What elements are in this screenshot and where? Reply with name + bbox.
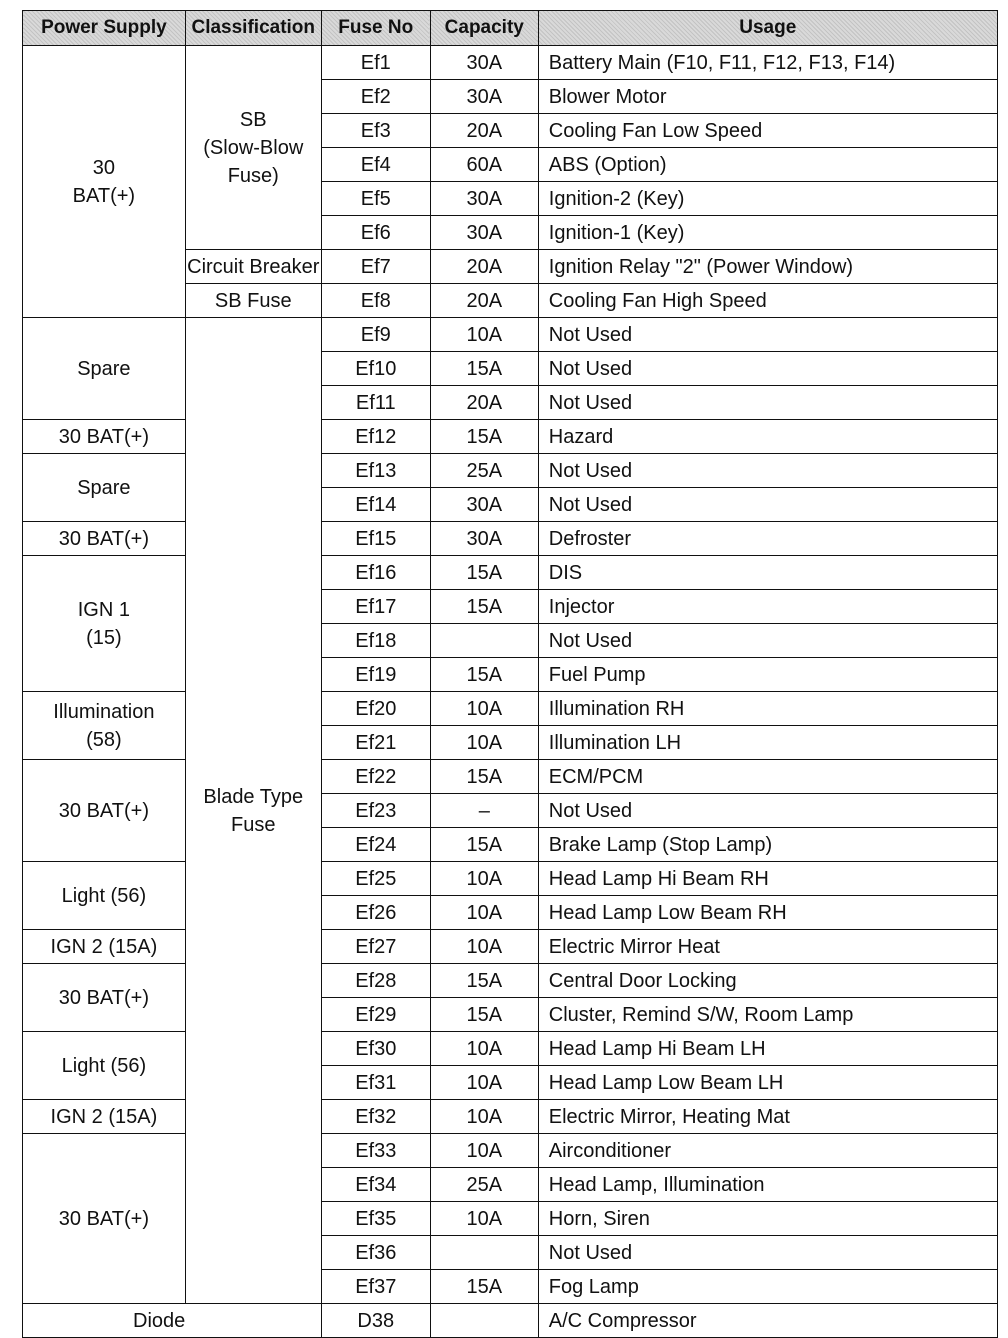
- fuse-number: Ef27: [321, 930, 430, 964]
- fuse-number: Ef31: [321, 1066, 430, 1100]
- fuse-number: Ef14: [321, 488, 430, 522]
- fuse-capacity: 10A: [430, 726, 538, 760]
- fuse-number: Ef33: [321, 1134, 430, 1168]
- fuse-number: Ef37: [321, 1270, 430, 1304]
- fuse-number: Ef32: [321, 1100, 430, 1134]
- fuse-usage: Cooling Fan High Speed: [538, 284, 997, 318]
- fuse-capacity: 15A: [430, 1270, 538, 1304]
- power-supply-30-bat-top: [23, 46, 186, 318]
- classification-sb-fuse: SB Fuse: [185, 284, 321, 318]
- classification-label: (Slow-Blow: [203, 136, 304, 159]
- fuse-usage-table: [22, 10, 998, 1338]
- fuse-capacity: 30A: [430, 46, 538, 80]
- fuse-usage: Cluster, Remind S/W, Room Lamp: [538, 998, 997, 1032]
- fuse-number: Ef6: [321, 216, 430, 250]
- power-supply-ign1: [23, 556, 186, 692]
- table-row: [23, 420, 998, 454]
- fuse-capacity: 15A: [430, 828, 538, 862]
- fuse-usage: Battery Main (F10, F11, F12, F13, F14): [538, 46, 997, 80]
- table-row: [23, 1134, 998, 1168]
- power-supply-light: Light (56): [23, 862, 186, 930]
- fuse-number: Ef25: [321, 862, 430, 896]
- fuse-capacity: 15A: [430, 556, 538, 590]
- fuse-capacity: 60A: [430, 148, 538, 182]
- header-power-supply: Power Supply: [23, 11, 186, 46]
- fuse-usage: Not Used: [538, 488, 997, 522]
- fuse-usage: Blower Motor: [538, 80, 997, 114]
- fuse-usage: ABS (Option): [538, 148, 997, 182]
- classification-slow-blow: [185, 46, 321, 250]
- fuse-capacity: 10A: [430, 1066, 538, 1100]
- fuse-usage: Illumination LH: [538, 726, 997, 760]
- fuse-usage: Head Lamp Hi Beam RH: [538, 862, 997, 896]
- header-classification: Classification: [185, 11, 321, 46]
- classification-label: Fuse): [227, 164, 279, 187]
- fuse-capacity: 25A: [430, 454, 538, 488]
- fuse-number: Ef15: [321, 522, 430, 556]
- fuse-usage: Airconditioner: [538, 1134, 997, 1168]
- fuse-number: Ef5: [321, 182, 430, 216]
- power-supply-spare: Spare: [23, 454, 186, 522]
- table-row: [23, 454, 998, 488]
- power-supply-30-bat: 30 BAT(+): [23, 420, 186, 454]
- fuse-capacity: 15A: [430, 998, 538, 1032]
- fuse-number: Ef22: [321, 760, 430, 794]
- fuse-number: Ef28: [321, 964, 430, 998]
- fuse-capacity: –: [430, 794, 538, 828]
- table-row: [23, 556, 998, 590]
- fuse-number: Ef19: [321, 658, 430, 692]
- fuse-usage: Hazard: [538, 420, 997, 454]
- fuse-number: Ef2: [321, 80, 430, 114]
- fuse-usage: Head Lamp Hi Beam LH: [538, 1032, 997, 1066]
- classification-diode-empty: [185, 1304, 321, 1338]
- fuse-usage: Head Lamp Low Beam RH: [538, 896, 997, 930]
- classification-label: SB: [239, 108, 267, 131]
- fuse-capacity: 15A: [430, 420, 538, 454]
- header-usage: Usage: [538, 11, 997, 46]
- fuse-usage: Electric Mirror, Heating Mat: [538, 1100, 997, 1134]
- fuse-capacity: 15A: [430, 352, 538, 386]
- fuse-capacity: 20A: [430, 250, 538, 284]
- fuse-number: Ef17: [321, 590, 430, 624]
- power-supply-label: BAT(+): [72, 184, 136, 207]
- fuse-number: Ef7: [321, 250, 430, 284]
- fuse-usage: Not Used: [538, 318, 997, 352]
- fuse-capacity: 10A: [430, 1134, 538, 1168]
- fuse-capacity: [430, 1236, 538, 1270]
- fuse-usage: ECM/PCM: [538, 760, 997, 794]
- fuse-capacity: [430, 1304, 538, 1338]
- fuse-number: Ef34: [321, 1168, 430, 1202]
- fuse-capacity: 30A: [430, 80, 538, 114]
- classification-circuit-breaker: Circuit Breaker: [185, 250, 321, 284]
- fuse-usage: Ignition-2 (Key): [538, 182, 997, 216]
- fuse-capacity: 15A: [430, 590, 538, 624]
- power-supply-label: IGN 1: [77, 598, 130, 621]
- fuse-usage: Head Lamp Low Beam LH: [538, 1066, 997, 1100]
- fuse-number: Ef35: [321, 1202, 430, 1236]
- power-supply-ign2: IGN 2 (15A): [23, 930, 186, 964]
- fuse-capacity: 10A: [430, 692, 538, 726]
- fuse-number: Ef21: [321, 726, 430, 760]
- power-supply-illumination: [23, 692, 186, 760]
- fuse-usage: Electric Mirror Heat: [538, 930, 997, 964]
- power-supply-30-bat: 30 BAT(+): [23, 522, 186, 556]
- fuse-usage: Not Used: [538, 454, 997, 488]
- power-supply-label: Illumination: [53, 700, 155, 723]
- fuse-usage: Fog Lamp: [538, 1270, 997, 1304]
- fuse-number: Ef8: [321, 284, 430, 318]
- fuse-usage: Head Lamp, Illumination: [538, 1168, 997, 1202]
- classification-blade-type: [185, 318, 321, 1304]
- fuse-number: Ef26: [321, 896, 430, 930]
- fuse-usage: Not Used: [538, 1236, 997, 1270]
- fuse-capacity: 10A: [430, 1032, 538, 1066]
- fuse-capacity: 10A: [430, 896, 538, 930]
- fuse-number: Ef20: [321, 692, 430, 726]
- table-row: [23, 46, 998, 80]
- table-row: [23, 862, 998, 896]
- fuse-capacity: 20A: [430, 284, 538, 318]
- fuse-usage: Brake Lamp (Stop Lamp): [538, 828, 997, 862]
- fuse-number: Ef11: [321, 386, 430, 420]
- fuse-capacity: 10A: [430, 1100, 538, 1134]
- fuse-capacity: 15A: [430, 964, 538, 998]
- fuse-usage: Injector: [538, 590, 997, 624]
- power-supply-label: (58): [86, 728, 122, 751]
- fuse-number: Ef9: [321, 318, 430, 352]
- fuse-number: Ef30: [321, 1032, 430, 1066]
- table-row: [23, 318, 998, 352]
- fuse-number: Ef23: [321, 794, 430, 828]
- power-supply-ign2: IGN 2 (15A): [23, 1100, 186, 1134]
- power-supply-diode: Diode: [23, 1304, 186, 1338]
- table-row: [23, 930, 998, 964]
- fuse-usage: Not Used: [538, 386, 997, 420]
- fuse-usage: Horn, Siren: [538, 1202, 997, 1236]
- fuse-usage: DIS: [538, 556, 997, 590]
- fuse-usage: Not Used: [538, 352, 997, 386]
- power-supply-label: 30: [92, 156, 115, 179]
- table-row: [23, 522, 998, 556]
- fuse-capacity: 25A: [430, 1168, 538, 1202]
- fuse-usage: Defroster: [538, 522, 997, 556]
- table-row: [23, 760, 998, 794]
- fuse-capacity: 30A: [430, 182, 538, 216]
- fuse-capacity: 30A: [430, 216, 538, 250]
- fuse-capacity: 10A: [430, 930, 538, 964]
- fuse-capacity: 20A: [430, 114, 538, 148]
- power-supply-30-bat: 30 BAT(+): [23, 760, 186, 862]
- power-supply-light: Light (56): [23, 1032, 186, 1100]
- power-supply-spare: Spare: [23, 318, 186, 420]
- fuse-number: Ef29: [321, 998, 430, 1032]
- power-supply-30-bat: 30 BAT(+): [23, 964, 186, 1032]
- fuse-usage: Not Used: [538, 624, 997, 658]
- fuse-capacity: 10A: [430, 862, 538, 896]
- header-capacity: Capacity: [430, 11, 538, 46]
- fuse-usage: Ignition-1 (Key): [538, 216, 997, 250]
- fuse-table-sheet: [22, 10, 998, 1338]
- fuse-number: Ef3: [321, 114, 430, 148]
- fuse-capacity: 10A: [430, 318, 538, 352]
- fuse-number: Ef13: [321, 454, 430, 488]
- fuse-capacity: 30A: [430, 522, 538, 556]
- table-row: [23, 692, 998, 726]
- classification-label: Blade Type: [203, 785, 304, 808]
- header-fuse-no: Fuse No: [321, 11, 430, 46]
- classification-label: Fuse: [231, 813, 276, 836]
- fuse-usage: Fuel Pump: [538, 658, 997, 692]
- fuse-number: Ef1: [321, 46, 430, 80]
- table-row: [23, 1032, 998, 1066]
- fuse-usage: A/C Compressor: [538, 1304, 997, 1338]
- fuse-number: Ef4: [321, 148, 430, 182]
- fuse-number: D38: [321, 1304, 430, 1338]
- fuse-usage: Ignition Relay "2" (Power Window): [538, 250, 997, 284]
- fuse-capacity: 15A: [430, 760, 538, 794]
- fuse-number: Ef16: [321, 556, 430, 590]
- fuse-number: Ef12: [321, 420, 430, 454]
- table-row: [23, 964, 998, 998]
- header-row: [23, 11, 998, 46]
- fuse-usage: Not Used: [538, 794, 997, 828]
- fuse-number: Ef10: [321, 352, 430, 386]
- fuse-usage: Illumination RH: [538, 692, 997, 726]
- fuse-number: Ef18: [321, 624, 430, 658]
- table-row: [23, 1304, 998, 1338]
- fuse-capacity: 30A: [430, 488, 538, 522]
- power-supply-label: (15): [86, 626, 122, 649]
- fuse-usage: Central Door Locking: [538, 964, 997, 998]
- table-row: [23, 1100, 998, 1134]
- fuse-capacity: 10A: [430, 1202, 538, 1236]
- fuse-capacity: [430, 624, 538, 658]
- fuse-number: Ef36: [321, 1236, 430, 1270]
- power-supply-30-bat-bottom: 30 BAT(+): [23, 1134, 186, 1304]
- fuse-number: Ef24: [321, 828, 430, 862]
- fuse-capacity: 20A: [430, 386, 538, 420]
- fuse-capacity: 15A: [430, 658, 538, 692]
- fuse-usage: Cooling Fan Low Speed: [538, 114, 997, 148]
